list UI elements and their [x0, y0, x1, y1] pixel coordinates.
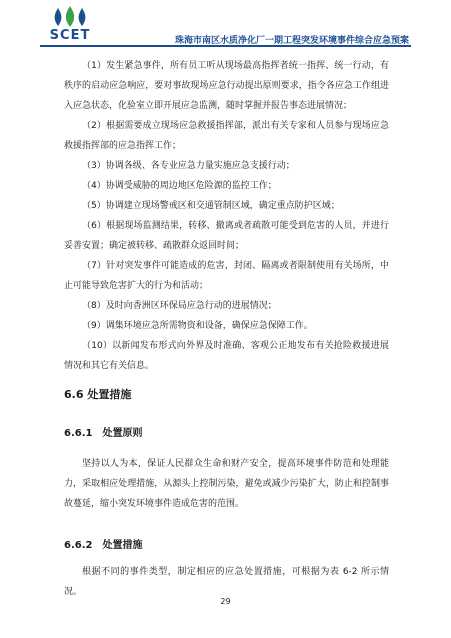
section-heading-6-6: 6.6 处置措施 — [64, 388, 132, 401]
logo-text: SCET — [49, 28, 91, 43]
document-header-title: 珠海市南区水质净化厂一期工程突发环境事件综合应急预案 — [174, 36, 409, 46]
paragraph-item-9: （9）调集环境应急所需物资和设备，确保应急保障工作。 — [82, 321, 313, 331]
paragraph-item-1: （1）发生紧急事件，所有员工听从现场最高指挥者统一指挥、统一行动，有秩序的启动应急响应，要对事故现场应急行动提出原则要求，指令各应急工作组进入应急状态，化验室立即开展应急监测，随时掌握并报告事态进展情况； — [64, 61, 389, 111]
scet-logo — [40, 6, 100, 44]
page-number: 29 — [220, 597, 231, 606]
paragraph-item-10: （10）以新闻发布形式向外界及时准确、客观公正地发布有关抢险救援进展情况和其它有关信息。 — [64, 341, 389, 371]
paragraph-item-5: （5）协调建立现场警戒区和交通管制区域，确定重点防护区域； — [82, 201, 340, 211]
paragraph-item-2: （2）根据需要成立现场应急救援指挥部，派出有关专家和人员参与现场应急救援指挥部的应急指挥工作； — [64, 121, 389, 151]
paragraph-item-4: （4）协调受威胁的周边地区危险源的监控工作； — [82, 181, 277, 191]
paragraph-item-6: （6）根据现场监测结果，转移、撤离或者疏散可能受到危害的人员，并进行妥善安置；确定被转移、疏散群众返回时间； — [64, 221, 389, 251]
header-divider — [40, 45, 411, 47]
section-6-6-1-body: 坚持以人为本，保证人民群众生命和财产安全，提高环境事件防范和处理能力，采取相应处理措施，从源头上控制污染，避免或减少污染扩大，防止和控制事故蔓延，缩小突发环境事件造成危害的范围。 — [64, 459, 389, 509]
section-6-6-2-body: 根据不同的事件类型，制定相应的应急处置措施，可根据为表 6-2 所示情况。 — [64, 567, 389, 597]
section-heading-6-6-1: 6.6.1 处置原则 — [64, 428, 143, 439]
paragraph-item-7: （7）针对突发事件可能造成的危害，封闭、隔离或者限制使用有关场所，中止可能导致危害扩大的行为和活动； — [64, 261, 389, 291]
paragraph-item-3: （3）协调各级、各专业应急力量实施应急支援行动； — [82, 161, 295, 171]
water-drops-icon — [50, 6, 90, 28]
paragraph-item-8: （8）及时向香洲区环保局应急行动的进展情况； — [82, 301, 277, 311]
section-heading-6-6-2: 6.6.2 处置措施 — [64, 540, 143, 551]
